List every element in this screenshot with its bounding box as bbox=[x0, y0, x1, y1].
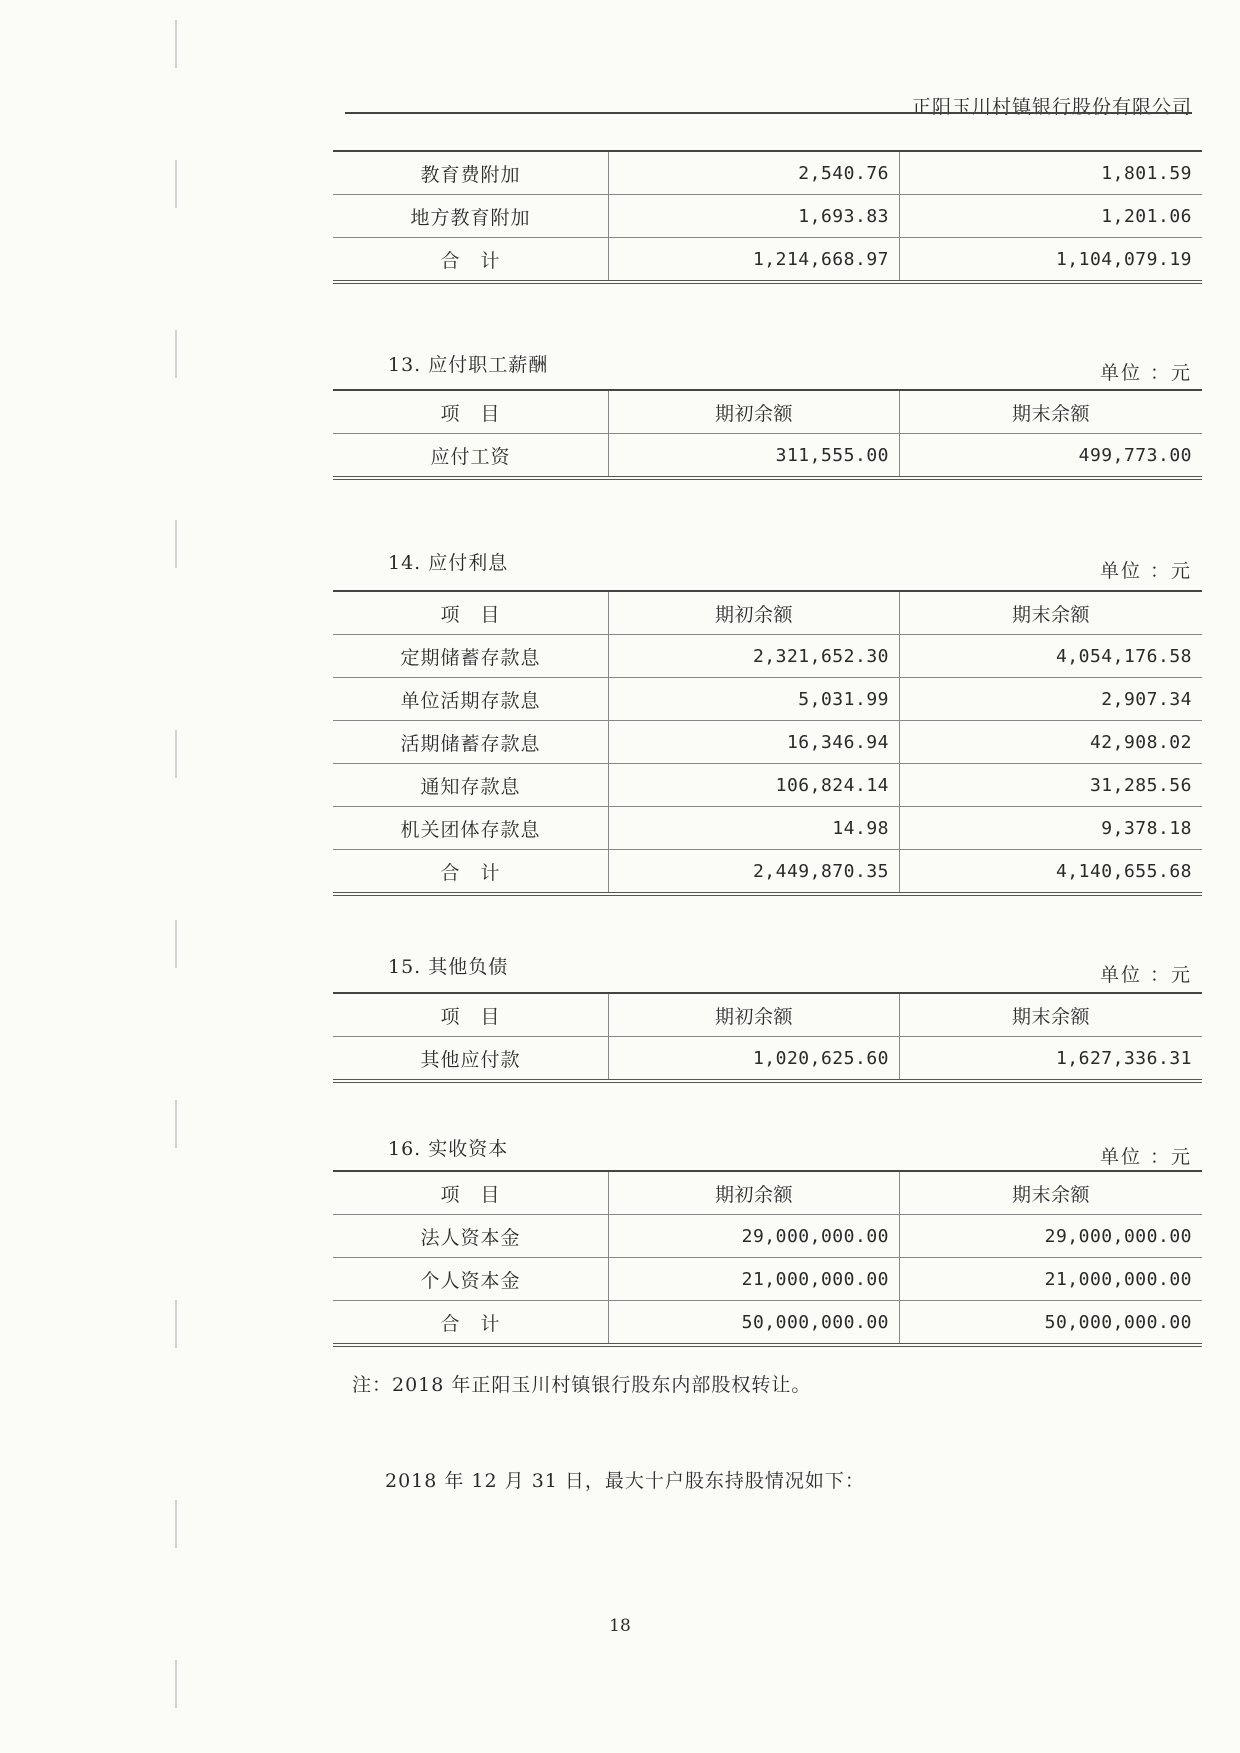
closing-balance: 29,000,000.00 bbox=[900, 1215, 1203, 1258]
opening-balance: 1,693.83 bbox=[609, 195, 900, 238]
table-header bbox=[333, 993, 1202, 1037]
binding-mark bbox=[175, 20, 185, 68]
closing-balance: 1,104,079.19 bbox=[900, 238, 1203, 283]
opening-balance: 21,000,000.00 bbox=[609, 1258, 900, 1301]
header-opening: 期初余额 bbox=[609, 591, 900, 635]
row-item: 通知存款息 bbox=[333, 764, 609, 807]
unit-label: 单位 ：元 bbox=[1099, 560, 1192, 582]
table-header bbox=[333, 1171, 1202, 1215]
section-title: 16. 实收资本 bbox=[388, 1138, 509, 1160]
header-closing: 期末余额 bbox=[900, 591, 1203, 635]
table-row bbox=[333, 807, 1202, 850]
row-item: 法人资本金 bbox=[333, 1215, 609, 1258]
closing-balance: 1,201.06 bbox=[900, 195, 1203, 238]
table-row bbox=[333, 1037, 1202, 1082]
table-row bbox=[333, 764, 1202, 807]
opening-balance: 14.98 bbox=[609, 807, 900, 850]
opening-balance: 29,000,000.00 bbox=[609, 1215, 900, 1258]
table-header bbox=[333, 591, 1202, 635]
table-row bbox=[333, 721, 1202, 764]
binding-mark bbox=[175, 520, 185, 568]
closing-balance: 31,285.56 bbox=[900, 764, 1203, 807]
section-title: 15. 其他负债 bbox=[388, 956, 509, 978]
table-row bbox=[333, 1215, 1202, 1258]
table-row bbox=[333, 1301, 1202, 1346]
row-item: 活期储蓄存款息 bbox=[333, 721, 609, 764]
section-title: 13. 应付职工薪酬 bbox=[388, 354, 549, 376]
header-closing: 期末余额 bbox=[900, 1171, 1203, 1215]
closing-balance: 42,908.02 bbox=[900, 721, 1203, 764]
row-item: 地方教育附加 bbox=[333, 195, 609, 238]
opening-balance: 1,214,668.97 bbox=[609, 238, 900, 283]
table-row bbox=[333, 238, 1202, 283]
table-row bbox=[333, 434, 1202, 479]
row-item: 机关团体存款息 bbox=[333, 807, 609, 850]
binding-mark bbox=[175, 1300, 185, 1348]
row-item: 其他应付款 bbox=[333, 1037, 609, 1082]
header-rule bbox=[345, 112, 1192, 114]
table-row bbox=[333, 195, 1202, 238]
unit-label: 单位 ：元 bbox=[1099, 1146, 1192, 1168]
closing-balance: 1,627,336.31 bbox=[900, 1037, 1203, 1082]
opening-balance: 106,824.14 bbox=[609, 764, 900, 807]
row-item: 应付工资 bbox=[333, 434, 609, 479]
opening-balance: 2,449,870.35 bbox=[609, 850, 900, 895]
company-header: 正阳玉川村镇银行股份有限公司 bbox=[911, 96, 1192, 118]
row-item: 教育费附加 bbox=[333, 151, 609, 195]
table-row bbox=[333, 151, 1202, 195]
closing-balance: 2,907.34 bbox=[900, 678, 1203, 721]
binding-mark bbox=[175, 1660, 185, 1708]
header-closing: 期末余额 bbox=[900, 390, 1203, 434]
header-item: 项 目 bbox=[333, 1171, 609, 1215]
header-opening: 期初余额 bbox=[609, 390, 900, 434]
closing-balance: 499,773.00 bbox=[900, 434, 1203, 479]
row-item: 合 计 bbox=[333, 1301, 609, 1346]
section-title: 14. 应付利息 bbox=[388, 552, 509, 574]
header-opening: 期初余额 bbox=[609, 993, 900, 1037]
row-item: 个人资本金 bbox=[333, 1258, 609, 1301]
unit-label: 单位 ：元 bbox=[1099, 964, 1192, 986]
opening-balance: 311,555.00 bbox=[609, 434, 900, 479]
row-item: 合 计 bbox=[333, 850, 609, 895]
row-item: 单位活期存款息 bbox=[333, 678, 609, 721]
table-row bbox=[333, 635, 1202, 678]
binding-mark bbox=[175, 730, 185, 778]
payroll-table bbox=[333, 389, 1202, 480]
unit-label: 单位 ：元 bbox=[1099, 362, 1192, 384]
opening-balance: 16,346.94 bbox=[609, 721, 900, 764]
opening-balance: 2,540.76 bbox=[609, 151, 900, 195]
closing-balance: 4,054,176.58 bbox=[900, 635, 1203, 678]
footnote: 注：2018 年正阳玉川村镇银行股东内部股权转让。 bbox=[352, 1374, 812, 1396]
opening-balance: 2,321,652.30 bbox=[609, 635, 900, 678]
other-liabilities-table bbox=[333, 992, 1202, 1083]
tax-table bbox=[333, 150, 1202, 284]
closing-balance: 21,000,000.00 bbox=[900, 1258, 1203, 1301]
row-item: 定期储蓄存款息 bbox=[333, 635, 609, 678]
header-closing: 期末余额 bbox=[900, 993, 1203, 1037]
paid-in-capital-table bbox=[333, 1170, 1202, 1347]
opening-balance: 5,031.99 bbox=[609, 678, 900, 721]
opening-balance: 1,020,625.60 bbox=[609, 1037, 900, 1082]
binding-mark bbox=[175, 920, 185, 968]
row-item: 合 计 bbox=[333, 238, 609, 283]
closing-balance: 9,378.18 bbox=[900, 807, 1203, 850]
closing-balance: 50,000,000.00 bbox=[900, 1301, 1203, 1346]
header-item: 项 目 bbox=[333, 390, 609, 434]
table-row bbox=[333, 678, 1202, 721]
binding-mark bbox=[175, 330, 185, 378]
body-paragraph: 2018 年 12 月 31 日，最大十户股东持股情况如下： bbox=[385, 1470, 865, 1492]
interest-table bbox=[333, 590, 1202, 896]
header-opening: 期初余额 bbox=[609, 1171, 900, 1215]
header-item: 项 目 bbox=[333, 591, 609, 635]
page-number: 18 bbox=[609, 1616, 631, 1636]
table-header bbox=[333, 390, 1202, 434]
table-row bbox=[333, 1258, 1202, 1301]
closing-balance: 1,801.59 bbox=[900, 151, 1203, 195]
table-row bbox=[333, 850, 1202, 895]
binding-mark bbox=[175, 1100, 185, 1148]
binding-mark bbox=[175, 1500, 185, 1548]
binding-mark bbox=[175, 160, 185, 208]
header-item: 项 目 bbox=[333, 993, 609, 1037]
opening-balance: 50,000,000.00 bbox=[609, 1301, 900, 1346]
closing-balance: 4,140,655.68 bbox=[900, 850, 1203, 895]
